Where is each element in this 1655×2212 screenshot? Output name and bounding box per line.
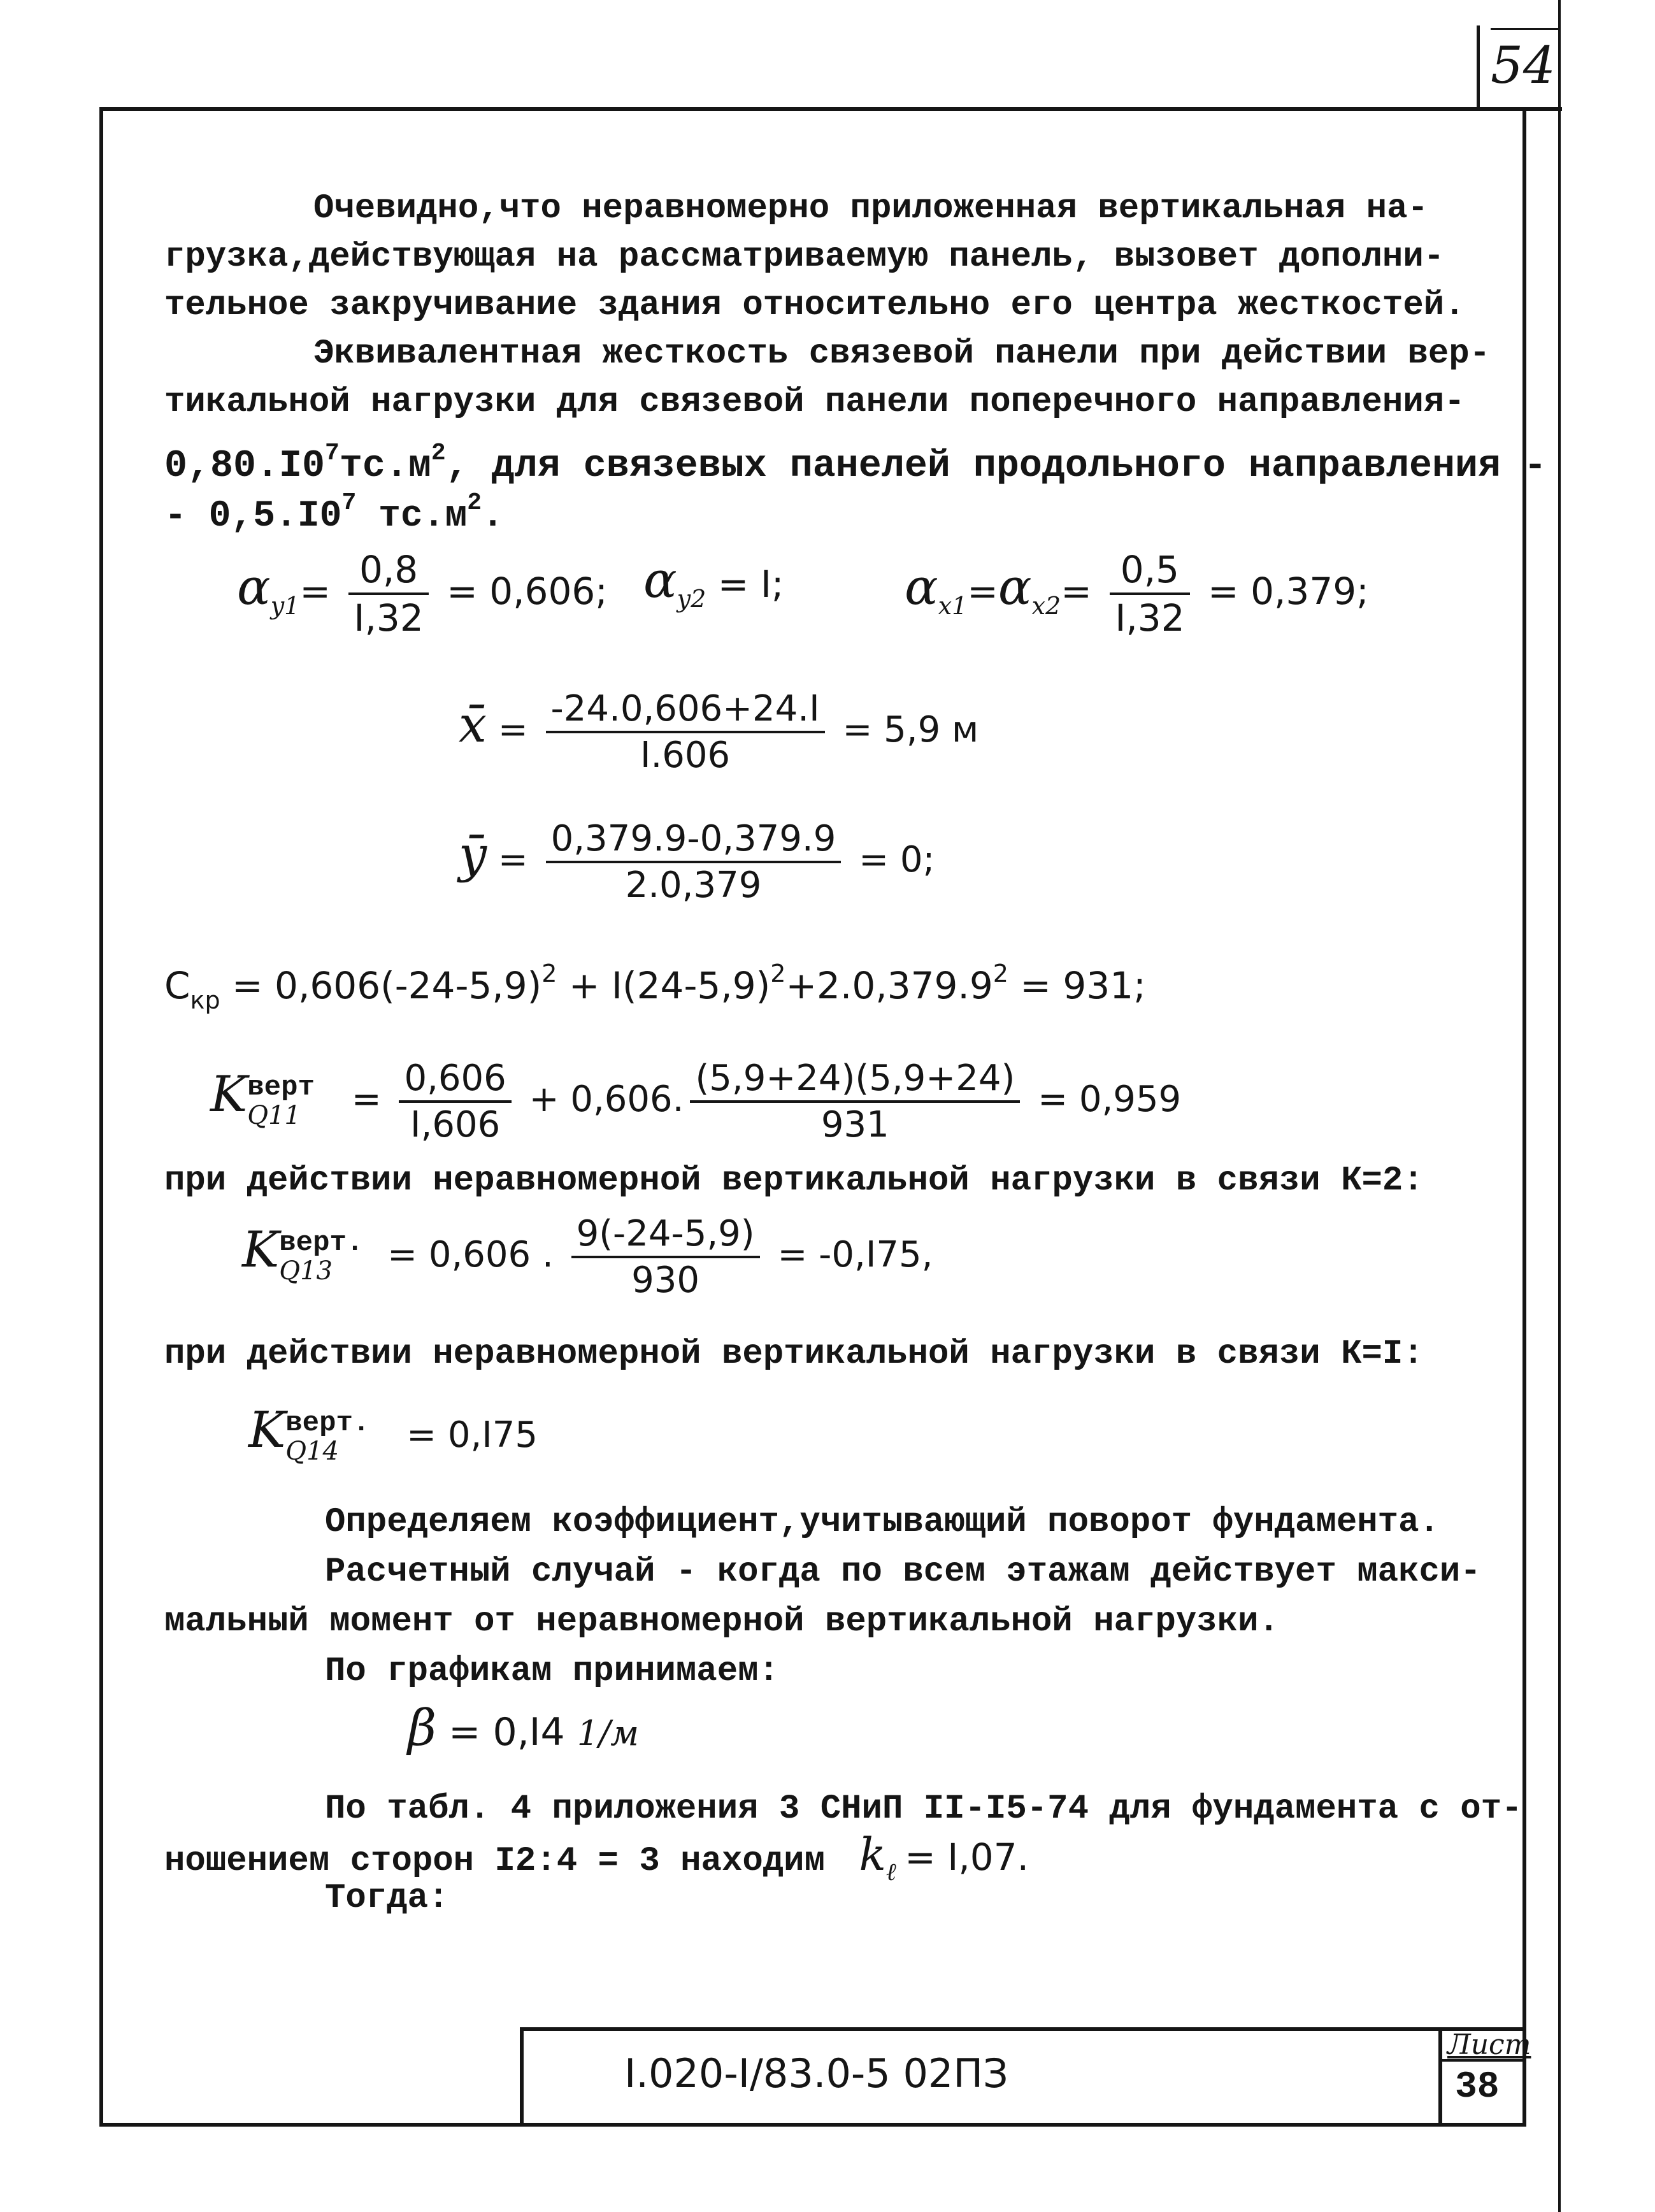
frame-bottom — [99, 2123, 1526, 2127]
stamp-sheet-divider — [1438, 2027, 1442, 2127]
formula-k-q13: K верт. Q13 = 0,606 . $\frac{9(-24-5,9)}{930}$ = -0,I75, — [242, 1213, 933, 1301]
text-table-ref-1: По табл. 4 приложения 3 СНиП II-I5-74 для фундамента с от- — [325, 1790, 1522, 1828]
formula-k-q14: K верт. Q14 = 0,I75 — [248, 1402, 538, 1466]
formula-c-kr: $C_{кр} = 0,606(-24-5,9)^2 + I(24-5,9)^2+2.0,379.9^2 = 931$; — [164, 959, 1146, 1014]
sheet-number-box-left — [1477, 25, 1480, 110]
paragraph-1-line-1: Очевидно,что неравномерно приложенная вертикальная на- — [313, 189, 1428, 228]
fraction-k-q11-a: $\frac{0,606}{I,606}$ — [399, 1058, 511, 1146]
text-by-graphs: По графикам принимаем: — [325, 1652, 779, 1691]
fraction-alpha-x: $\frac{0,5}{I,32}$ — [1110, 548, 1189, 640]
fraction-alpha-y1: $\frac{0,8}{I,32}$ — [348, 548, 428, 640]
paragraph-2-line-2: тикальной нагрузки для связевой панели поперечного направления- — [164, 383, 1465, 422]
paragraph-2-line-4: - $0,5.I0^7$ $тс.м^2$. — [164, 489, 504, 537]
stamp-top-line — [520, 2027, 1526, 2031]
formula-beta: β = 0,I4 1/м — [408, 1700, 640, 1757]
text-design-case-2: мальный момент от неравномерной вертикальной нагрузки. — [164, 1602, 1279, 1641]
formula-y-bar: ȳ = $\frac{0,379.9-0,379.9}{2.0,379}$ = 0; — [459, 818, 935, 906]
fraction-k-q13: $\frac{9(-24-5,9)}{930}$ — [571, 1213, 760, 1301]
text-coefficient: Определяем коэффициент,учитывающий поворот фундамента. — [325, 1503, 1440, 1542]
fraction-y-bar: $\frac{0,379.9-0,379.9}{2.0,379}$ — [546, 818, 842, 906]
formula-alpha-y2: $\alpha_{y2} = I$; — [643, 552, 784, 613]
text-table-ref-2-row: ношением сторон I2:4 = 3 находим $k_\ell = I,07$. — [164, 1828, 1029, 1886]
paragraph-1-line-2: грузка,действующая на рассматриваемую панель, вызовет дополни- — [164, 238, 1445, 276]
frame-right-inner — [1522, 107, 1526, 2127]
paragraph-2-line-1: Эквивалентная жесткость связевой панели при действии вер- — [313, 334, 1491, 373]
stamp-sheet-label: Лист — [1447, 2029, 1531, 2061]
frame-right-outer — [1558, 0, 1561, 2212]
fraction-x-bar: $\frac{-24.0,606+24.I}{I.606}$ — [546, 688, 825, 776]
sheet-number-box-top — [1491, 28, 1559, 30]
formula-x-bar: x̄ = $\frac{-24.0,606+24.I}{I.606}$ = 5,9 м — [459, 688, 979, 776]
frame-top — [99, 107, 1562, 111]
paragraph-2-line-3: $0,80.I0^7тс.м^2$, для связевых панелей продольного направления - — [164, 440, 1547, 488]
stamp-code: I.020-I/83.0-5 02ПЗ — [624, 2050, 1008, 2097]
fraction-k-q11-b: $\frac{(5,9+24)(5,9+24)}{931}$ — [690, 1058, 1020, 1146]
stamp-sheet-number: 38 — [1455, 2067, 1500, 2108]
text-design-case-1: Расчетный случай - когда по всем этажам действует макси- — [325, 1553, 1481, 1591]
frame-left — [99, 107, 103, 2127]
stamp-left-line — [520, 2027, 524, 2127]
formula-alpha-y1: $\alpha_{y1}=$ $\frac{0,8}{I,32}$ = 0,606; — [237, 548, 608, 640]
text-k1: при действии неравномерной вертикальной нагрузки в связи К=I: — [164, 1335, 1424, 1374]
paragraph-1-line-3: тельное закручивание здания относительно его центра жесткостей. — [164, 286, 1465, 325]
formula-k-q11: K верт Q11 = $\frac{0,606}{I,606}$ + 0,606. $\frac{(5,9+24)(5,9+24)}{931}$ = 0,959 — [210, 1058, 1182, 1146]
text-then: Тогда: — [325, 1879, 449, 1918]
formula-alpha-x: $\alpha_{x1}=\alpha_{x2}=$ $\frac{0,5}{I,32}$ = 0,379; — [905, 548, 1369, 640]
sheet-number: 54 — [1491, 36, 1556, 95]
text-k2: при действии неравномерной вертикальной нагрузки в связи К=2: — [164, 1161, 1424, 1200]
